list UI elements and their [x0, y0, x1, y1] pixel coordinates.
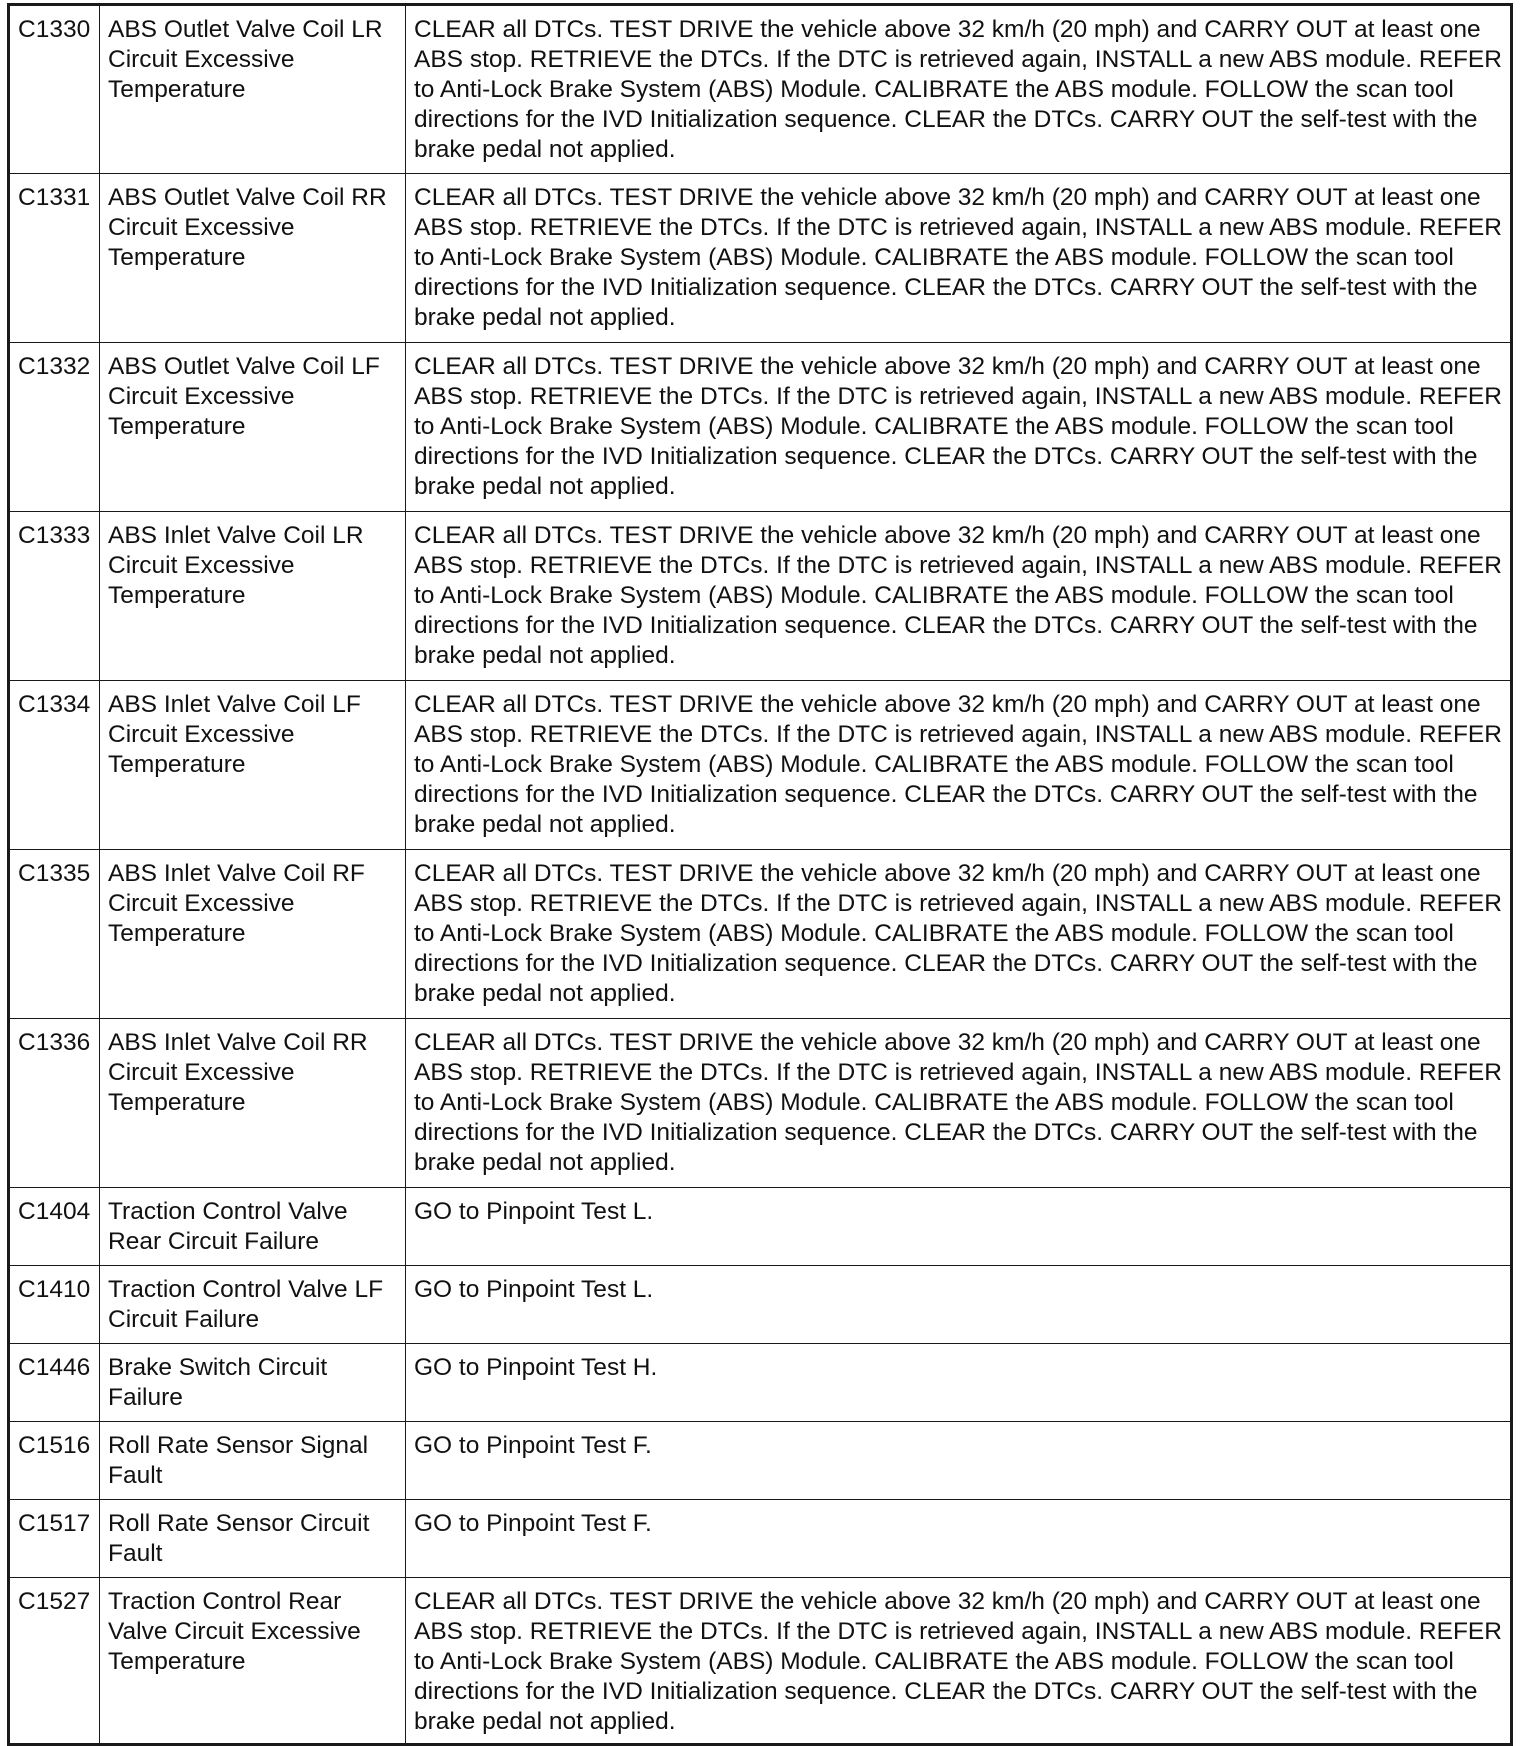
table-row — [9, 5, 1512, 174]
dtc-action: CLEAR all DTCs. TEST DRIVE the vehicle above 32 km/h (20 mph) and CARRY OUT at least one ABS stop. RETRIEVE the DTCs. If the DTC is retrieved again, INSTALL a new ABS module. REFER to Anti-Lock Brake System (ABS) Module. CALIBRATE the ABS module. FOLLOW the scan tool directions for the IVD Initialization sequence. CLEAR the DTCs. CARRY OUT the self-test with the brake pedal not applied. — [406, 343, 1512, 512]
dtc-description: ABS Inlet Valve Coil LR Circuit Excessive Temperature — [100, 512, 406, 681]
table-row — [9, 343, 1512, 512]
table-row — [9, 512, 1512, 681]
dtc-action: CLEAR all DTCs. TEST DRIVE the vehicle above 32 km/h (20 mph) and CARRY OUT at least one ABS stop. RETRIEVE the DTCs. If the DTC is retrieved again, INSTALL a new ABS module. REFER to Anti-Lock Brake System (ABS) Module. CALIBRATE the ABS module. FOLLOW the scan tool directions for the IVD Initialization sequence. CLEAR the DTCs. CARRY OUT the self-test with the brake pedal not applied. — [406, 681, 1512, 850]
dtc-description: ABS Inlet Valve Coil RR Circuit Excessive Temperature — [100, 1019, 406, 1188]
dtc-code: C1527 — [9, 1578, 100, 1745]
dtc-description: ABS Inlet Valve Coil RF Circuit Excessive Temperature — [100, 850, 406, 1019]
table-row — [9, 1344, 1512, 1422]
dtc-code: C1335 — [9, 850, 100, 1019]
dtc-description: ABS Outlet Valve Coil LR Circuit Excessive Temperature — [100, 5, 406, 174]
dtc-action: CLEAR all DTCs. TEST DRIVE the vehicle above 32 km/h (20 mph) and CARRY OUT at least one ABS stop. RETRIEVE the DTCs. If the DTC is retrieved again, INSTALL a new ABS module. REFER to Anti-Lock Brake System (ABS) Module. CALIBRATE the ABS module. FOLLOW the scan tool directions for the IVD Initialization sequence. CLEAR the DTCs. CARRY OUT the self-test with the brake pedal not applied. — [406, 1019, 1512, 1188]
table-row — [9, 1188, 1512, 1266]
dtc-code: C1336 — [9, 1019, 100, 1188]
dtc-action: GO to Pinpoint Test F. — [406, 1422, 1512, 1500]
dtc-description: Traction Control Valve Rear Circuit Failure — [100, 1188, 406, 1266]
table-row — [9, 850, 1512, 1019]
table-row — [9, 1266, 1512, 1344]
dtc-action: GO to Pinpoint Test L. — [406, 1266, 1512, 1344]
dtc-action: CLEAR all DTCs. TEST DRIVE the vehicle above 32 km/h (20 mph) and CARRY OUT at least one ABS stop. RETRIEVE the DTCs. If the DTC is retrieved again, INSTALL a new ABS module. REFER to Anti-Lock Brake System (ABS) Module. CALIBRATE the ABS module. FOLLOW the scan tool directions for the IVD Initialization sequence. CLEAR the DTCs. CARRY OUT the self-test with the brake pedal not applied. — [406, 850, 1512, 1019]
dtc-description: Roll Rate Sensor Circuit Fault — [100, 1500, 406, 1578]
dtc-description: Brake Switch Circuit Failure — [100, 1344, 406, 1422]
dtc-code: C1516 — [9, 1422, 100, 1500]
table-row — [9, 681, 1512, 850]
dtc-table — [7, 3, 1513, 1746]
dtc-code: C1330 — [9, 5, 100, 174]
dtc-code: C1410 — [9, 1266, 100, 1344]
dtc-description: ABS Inlet Valve Coil LF Circuit Excessive Temperature — [100, 681, 406, 850]
dtc-code: C1332 — [9, 343, 100, 512]
dtc-description: ABS Outlet Valve Coil LF Circuit Excessive Temperature — [100, 343, 406, 512]
dtc-code: C1331 — [9, 174, 100, 343]
dtc-code: C1404 — [9, 1188, 100, 1266]
dtc-description: Traction Control Valve LF Circuit Failure — [100, 1266, 406, 1344]
dtc-action: GO to Pinpoint Test H. — [406, 1344, 1512, 1422]
table-row — [9, 1500, 1512, 1578]
table-row — [9, 1578, 1512, 1745]
dtc-action: GO to Pinpoint Test L. — [406, 1188, 1512, 1266]
dtc-code: C1517 — [9, 1500, 100, 1578]
dtc-action: CLEAR all DTCs. TEST DRIVE the vehicle above 32 km/h (20 mph) and CARRY OUT at least one ABS stop. RETRIEVE the DTCs. If the DTC is retrieved again, INSTALL a new ABS module. REFER to Anti-Lock Brake System (ABS) Module. CALIBRATE the ABS module. FOLLOW the scan tool directions for the IVD Initialization sequence. CLEAR the DTCs. CARRY OUT the self-test with the brake pedal not applied. — [406, 174, 1512, 343]
dtc-action: CLEAR all DTCs. TEST DRIVE the vehicle above 32 km/h (20 mph) and CARRY OUT at least one ABS stop. RETRIEVE the DTCs. If the DTC is retrieved again, INSTALL a new ABS module. REFER to Anti-Lock Brake System (ABS) Module. CALIBRATE the ABS module. FOLLOW the scan tool directions for the IVD Initialization sequence. CLEAR the DTCs. CARRY OUT the self-test with the brake pedal not applied. — [406, 512, 1512, 681]
dtc-action: GO to Pinpoint Test F. — [406, 1500, 1512, 1578]
table-row — [9, 1019, 1512, 1188]
dtc-action: CLEAR all DTCs. TEST DRIVE the vehicle above 32 km/h (20 mph) and CARRY OUT at least one ABS stop. RETRIEVE the DTCs. If the DTC is retrieved again, INSTALL a new ABS module. REFER to Anti-Lock Brake System (ABS) Module. CALIBRATE the ABS module. FOLLOW the scan tool directions for the IVD Initialization sequence. CLEAR the DTCs. CARRY OUT the self-test with the brake pedal not applied. — [406, 5, 1512, 174]
dtc-action: CLEAR all DTCs. TEST DRIVE the vehicle above 32 km/h (20 mph) and CARRY OUT at least one ABS stop. RETRIEVE the DTCs. If the DTC is retrieved again, INSTALL a new ABS module. REFER to Anti-Lock Brake System (ABS) Module. CALIBRATE the ABS module. FOLLOW the scan tool directions for the IVD Initialization sequence. CLEAR the DTCs. CARRY OUT the self-test with the brake pedal not applied. — [406, 1578, 1512, 1745]
dtc-description: ABS Outlet Valve Coil RR Circuit Excessive Temperature — [100, 174, 406, 343]
table-row — [9, 174, 1512, 343]
table-row — [9, 1422, 1512, 1500]
dtc-code: C1333 — [9, 512, 100, 681]
dtc-code: C1334 — [9, 681, 100, 850]
dtc-code: C1446 — [9, 1344, 100, 1422]
dtc-description: Traction Control Rear Valve Circuit Excessive Temperature — [100, 1578, 406, 1745]
dtc-description: Roll Rate Sensor Signal Fault — [100, 1422, 406, 1500]
